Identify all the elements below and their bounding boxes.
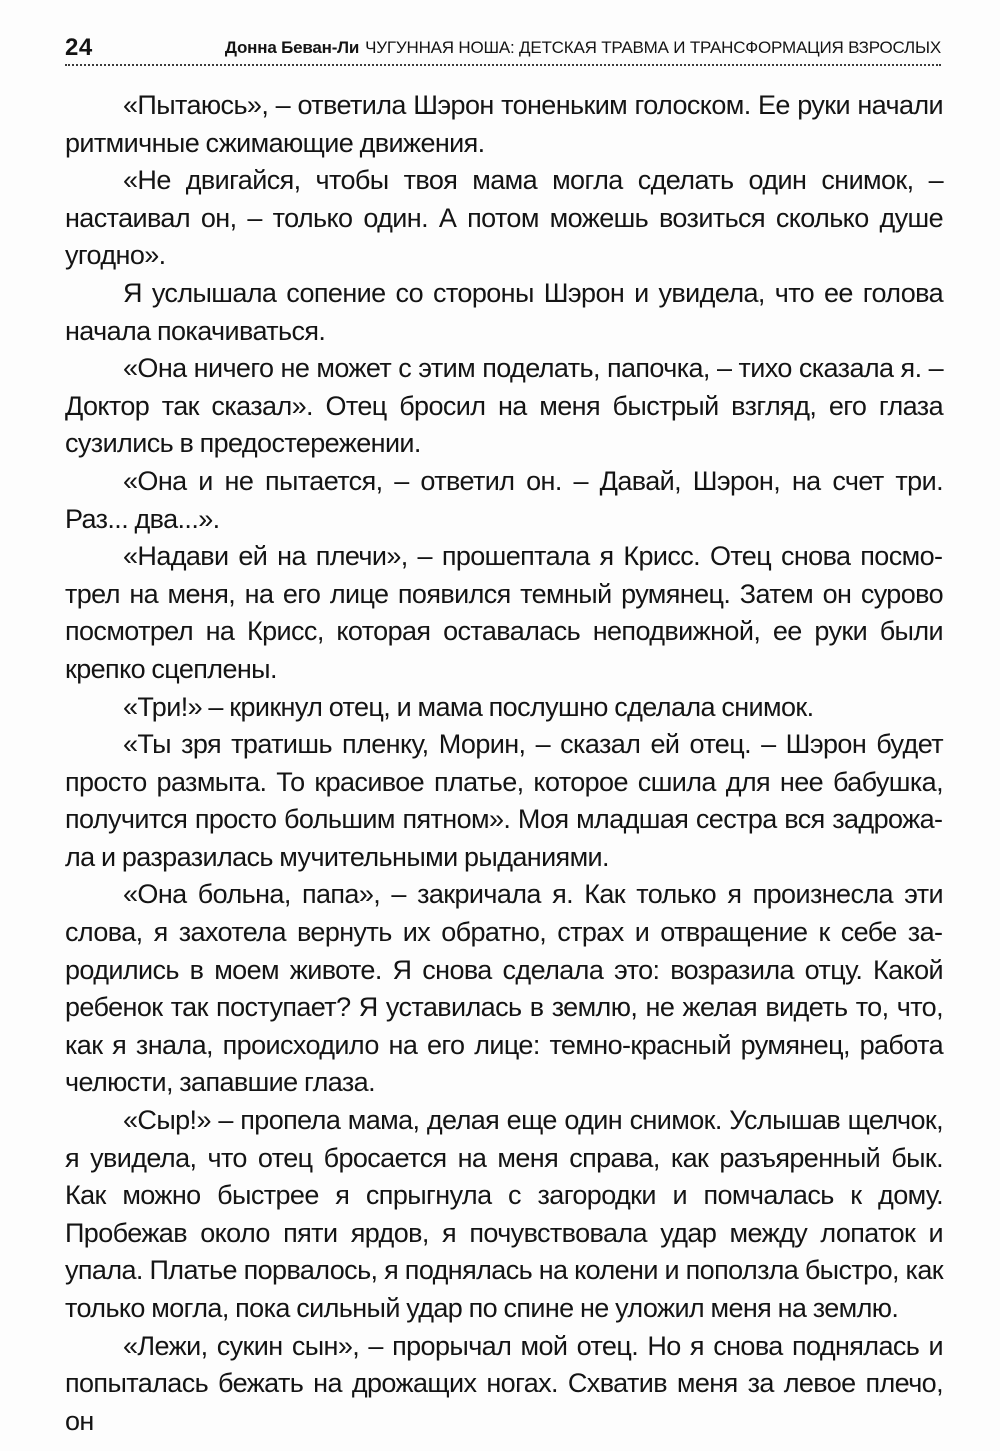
running-header	[65, 30, 941, 66]
paragraph: «Она больна, папа», – закричала я. Как только я произнесла эти слова, я захотела вернуть их обратно, страх и отвращение к себе зародились в моем животе. Я снова сделала это: возразила отцу. Какой ребенок так поступает? Я уставилась в землю, не желая видеть то, что, как я знала, происходило на его лице: темно-красный румянец, работа челюсти, запавшие глаза.	[65, 879, 943, 1098]
paragraph: «Не двигайся, чтобы твоя мама могла сделать один снимок, – настаивал он, – только один. А потом можешь возиться сколько душе угодно».	[65, 165, 943, 271]
header-author: Донна Беван-Ли	[224, 38, 360, 57]
text-body	[65, 87, 943, 1440]
header-book-title: ЧУГУННАЯ НОША: ДЕТСКАЯ ТРАВМА И ТРАНСФОРМАЦИЯ ВЗРОСЛЫХ	[365, 38, 941, 57]
paragraph: «Сыр!» – пропела мама, делая еще один снимок. Услышав щелчок, я увидела, что отец бросается на меня справа, как разъяренный бык. Как можно быстрее я спрыгнула с загородки и помчалась к дому. Пробежав около пяти ярдов, я почувствовала удар между лопаток и упала. Платье порвалось, я поднялась на колени и поползла быстро, как только могла, пока сильный удар по спине не уложил меня на землю.	[65, 1105, 943, 1323]
paragraph: «Она и не пытается, – ответил он. – Давай, Шэрон, на счет три. Раз... два...».	[65, 465, 943, 534]
paragraph: Я услышала сопение со стороны Шэрон и увидела, что ее голова начала покачиваться.	[65, 277, 943, 346]
paragraph: «Три!» – крикнул отец, и мама послушно сделала снимок.	[123, 691, 814, 722]
paragraph: «Лежи, сукин сын», – прорычал мой отец. Но я снова поднялась и попыталась бежать на дрожащих ногах. Схватив меня за левое плечо, он	[65, 1330, 943, 1436]
paragraph: «Пытаюсь», – ответила Шэрон тоненьким голоском. Ее руки начали ритмичные сжимающие движения.	[65, 90, 943, 158]
header-title	[225, 38, 941, 58]
page-number: 24	[65, 34, 93, 61]
paragraph: «Надави ей на плечи», – прошептала я Крисс. Отец снова посмотрел на меня, на его лице появился темный румянец. Затем он сурово посмотрел на Крисс, которая оставалась неподвижной, ее руки были крепко сцеплены.	[65, 541, 943, 684]
paragraph: «Ты зря тратишь пленку, Морин, – сказал ей отец. – Шэрон будет просто размыта. То красивое платье, которое сшила для нее бабушка, получится просто большим пятном». Моя младшая сестра вся задрожала и разразилась мучительными рыданиями.	[65, 729, 943, 872]
paragraph: «Она ничего не может с этим поделать, папочка, – тихо сказала я. – Доктор так сказал». Отец бросил на меня быстрый взгляд, его глаза сузились в предостережении.	[65, 353, 943, 459]
